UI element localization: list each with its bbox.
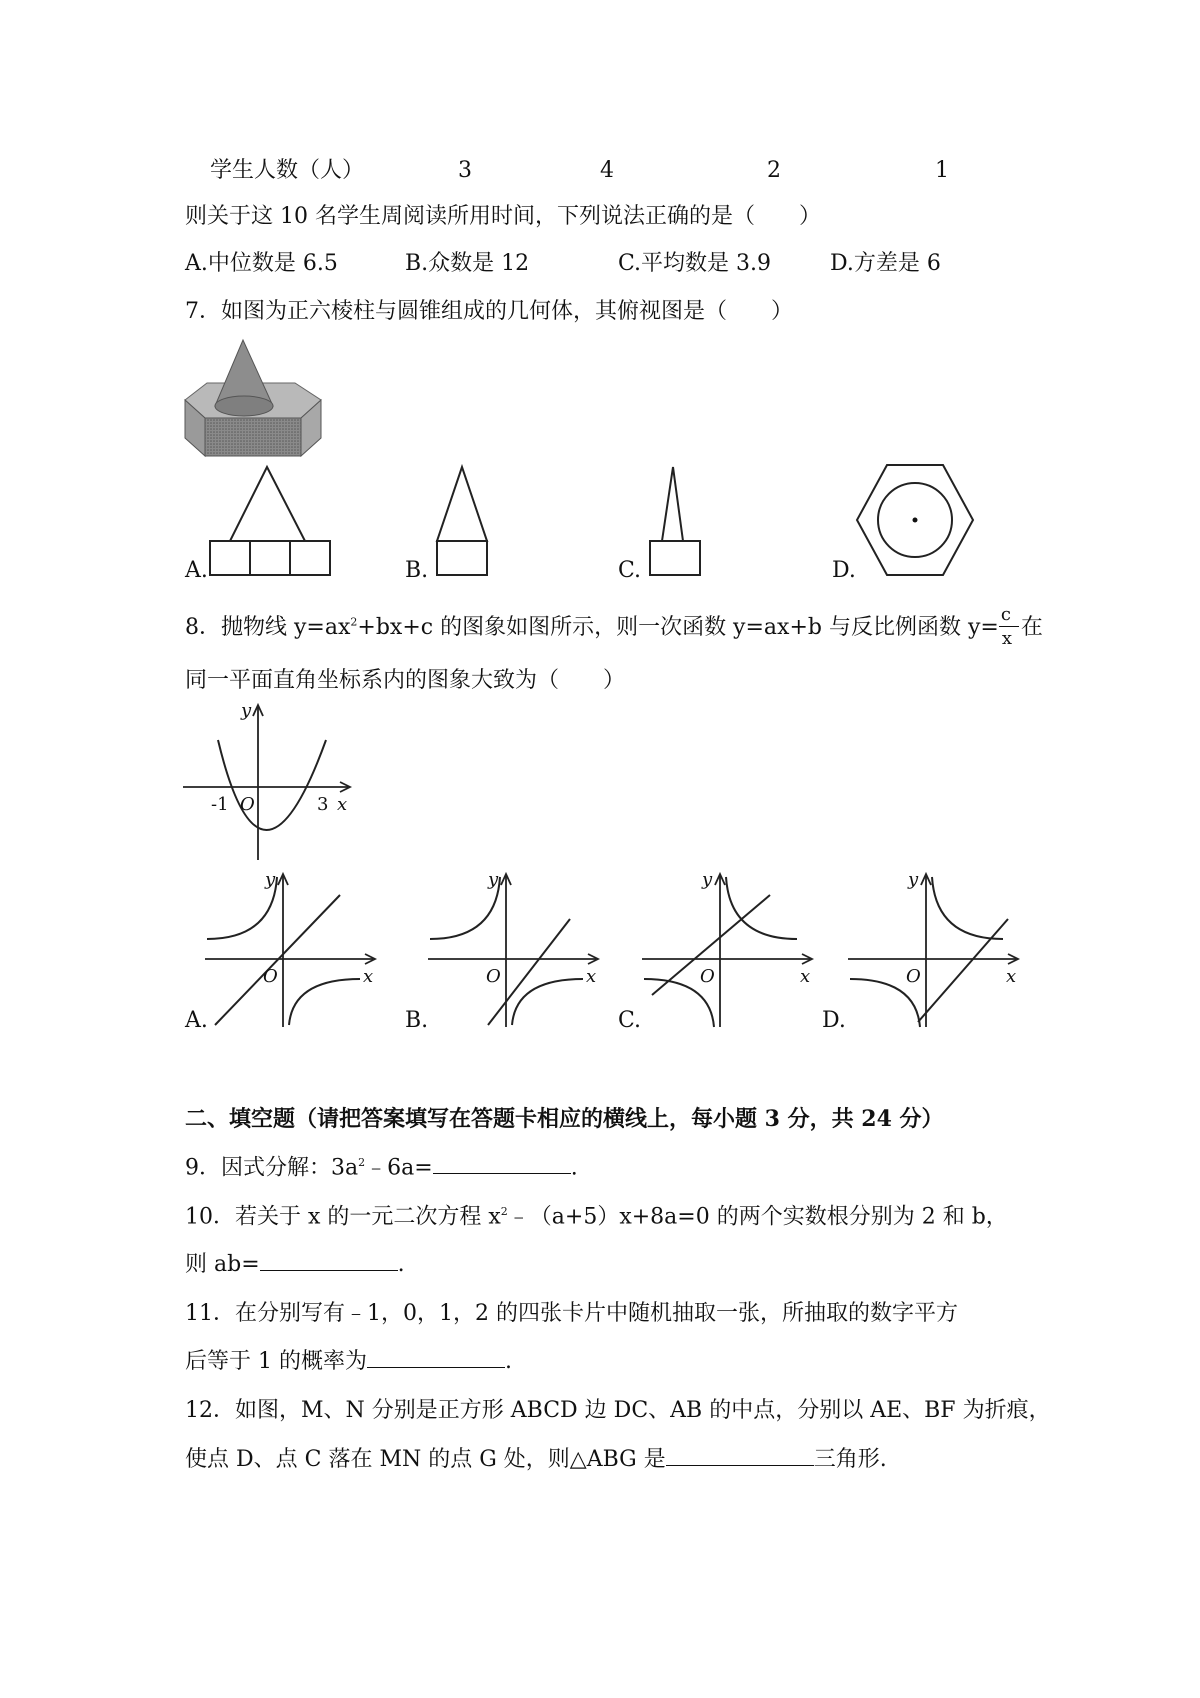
q9-post: ﹣6a= [365, 1155, 433, 1181]
graph-b-x: x [586, 966, 597, 987]
q11-line2-text: 后等于 1 的概率为 [185, 1349, 367, 1374]
graph-d-y: y [908, 869, 919, 890]
table-cell-2: 4 [600, 158, 614, 183]
q6-option-b: B.众数是 12 [405, 251, 530, 276]
q7-stem: 7．如图为正六棱柱与圆锥组成的几何体，其俯视图是（ ） [185, 299, 793, 324]
q7-option-d: D. [832, 558, 856, 583]
q10-line2-text: 则 ab= [185, 1252, 260, 1277]
graph-x-label: x [337, 794, 348, 815]
q10-line1-pre: 10．若关于 x 的一元二次方程 x [185, 1204, 501, 1230]
q11-line2 [185, 1351, 512, 1373]
q7-figure-a [205, 465, 330, 575]
q7-option-b: B. [405, 558, 429, 583]
q7-figure-b [432, 465, 492, 575]
q8-stem [185, 604, 1043, 649]
graph-b-y: y [488, 869, 499, 890]
graph-b-origin: O [486, 966, 501, 987]
graph-d-x: x [1006, 966, 1017, 987]
q11-end: . [504, 1349, 512, 1374]
table-cell-3: 2 [767, 158, 781, 183]
q9 [185, 1157, 578, 1179]
graph-a-y: y [265, 869, 276, 890]
q10-line1-post: ﹣（a+5）x+8a=0 的两个实数根分别为 2 和 b， [507, 1204, 1008, 1230]
graph-root-neg1: -1 [211, 794, 229, 815]
graph-root-3: 3 [317, 794, 329, 815]
q7-option-a: A. [185, 558, 208, 583]
q8-option-c: C. [618, 1008, 642, 1033]
q7-option-c: C. [618, 558, 642, 583]
q7-figure-c [645, 465, 705, 575]
q12-line2-post: 三角形. [813, 1447, 887, 1472]
q8-fraction-denominator: x [1001, 628, 1012, 649]
graph-y-label: y [241, 700, 252, 721]
q8-graph-b [428, 867, 603, 1027]
q8-option-b: B. [405, 1008, 429, 1033]
prism-cone-figure [183, 338, 323, 458]
section2-title: 二、填空题（请把答案填写在答题卡相应的横线上，每小题 3 分，共 24 分） [185, 1106, 944, 1132]
q12-line2 [185, 1449, 887, 1471]
graph-a-x: x [363, 966, 374, 987]
graph-a-origin: O [263, 966, 278, 987]
q8-option-d: D. [822, 1008, 846, 1033]
q8-graph-a [205, 867, 380, 1027]
q8-option-a: A. [185, 1008, 208, 1033]
graph-c-y: y [702, 869, 713, 890]
table-row-label: 学生人数（人） [210, 158, 365, 183]
q10-line1 [185, 1206, 1008, 1228]
q9-pre: 9．因式分解：3a [185, 1155, 359, 1181]
q9-answer-blank[interactable] [433, 1172, 571, 1174]
q11-answer-blank[interactable] [367, 1366, 505, 1368]
q8-stem-line2: 同一平面直角坐标系内的图象大致为（ ） [185, 668, 626, 693]
q6-stem: 则关于这 10 名学生周阅读所用时间，下列说法正确的是（ ） [185, 204, 821, 229]
q10-answer-blank[interactable] [260, 1269, 398, 1271]
q8-exponent: 2 [350, 615, 358, 629]
q8-stem-part1: 8．抛物线 y=ax [185, 615, 351, 640]
q8-graph-d [848, 867, 1023, 1027]
q9-exponent: 2 [358, 1156, 366, 1169]
parabola-graph [183, 700, 358, 860]
graph-origin: O [240, 794, 255, 815]
q6-option-d: D.方差是 6 [830, 251, 941, 276]
table-cell-4: 1 [935, 158, 949, 183]
q9-end: . [570, 1155, 578, 1181]
q12-line1: 12．如图，M、N 分别是正方形 ABCD 边 DC、AB 的中点，分别以 AE、BF 为折痕， [185, 1398, 1051, 1423]
q10-line2 [185, 1254, 405, 1276]
q8-graph-c [642, 867, 817, 1027]
q11-line1: 11．在分别写有﹣1，0，1，2 的四张卡片中随机抽取一张，所抽取的数字平方 [185, 1301, 958, 1326]
q12-answer-blank[interactable] [666, 1464, 814, 1466]
q10-end: . [397, 1252, 405, 1277]
graph-c-origin: O [700, 966, 715, 987]
q6-option-a: A.中位数是 6.5 [185, 251, 338, 276]
q8-stem-part3: 在 [1020, 615, 1043, 640]
q12-line2-pre: 使点 D、点 C 落在 MN 的点 G 处，则△ABG 是 [185, 1447, 666, 1472]
graph-d-origin: O [906, 966, 921, 987]
q8-stem-part2: +bx+c 的图象如图所示，则一次函数 y=ax+b 与反比例函数 y= [357, 615, 999, 640]
q8-fraction [999, 604, 1021, 649]
q7-figure-d [855, 463, 975, 577]
q10-exponent: 2 [500, 1205, 508, 1218]
graph-c-x: x [800, 966, 811, 987]
table-cell-1: 3 [458, 158, 472, 183]
q6-option-c: C.平均数是 3.9 [618, 251, 772, 276]
q8-fraction-numerator: c [1000, 604, 1011, 625]
